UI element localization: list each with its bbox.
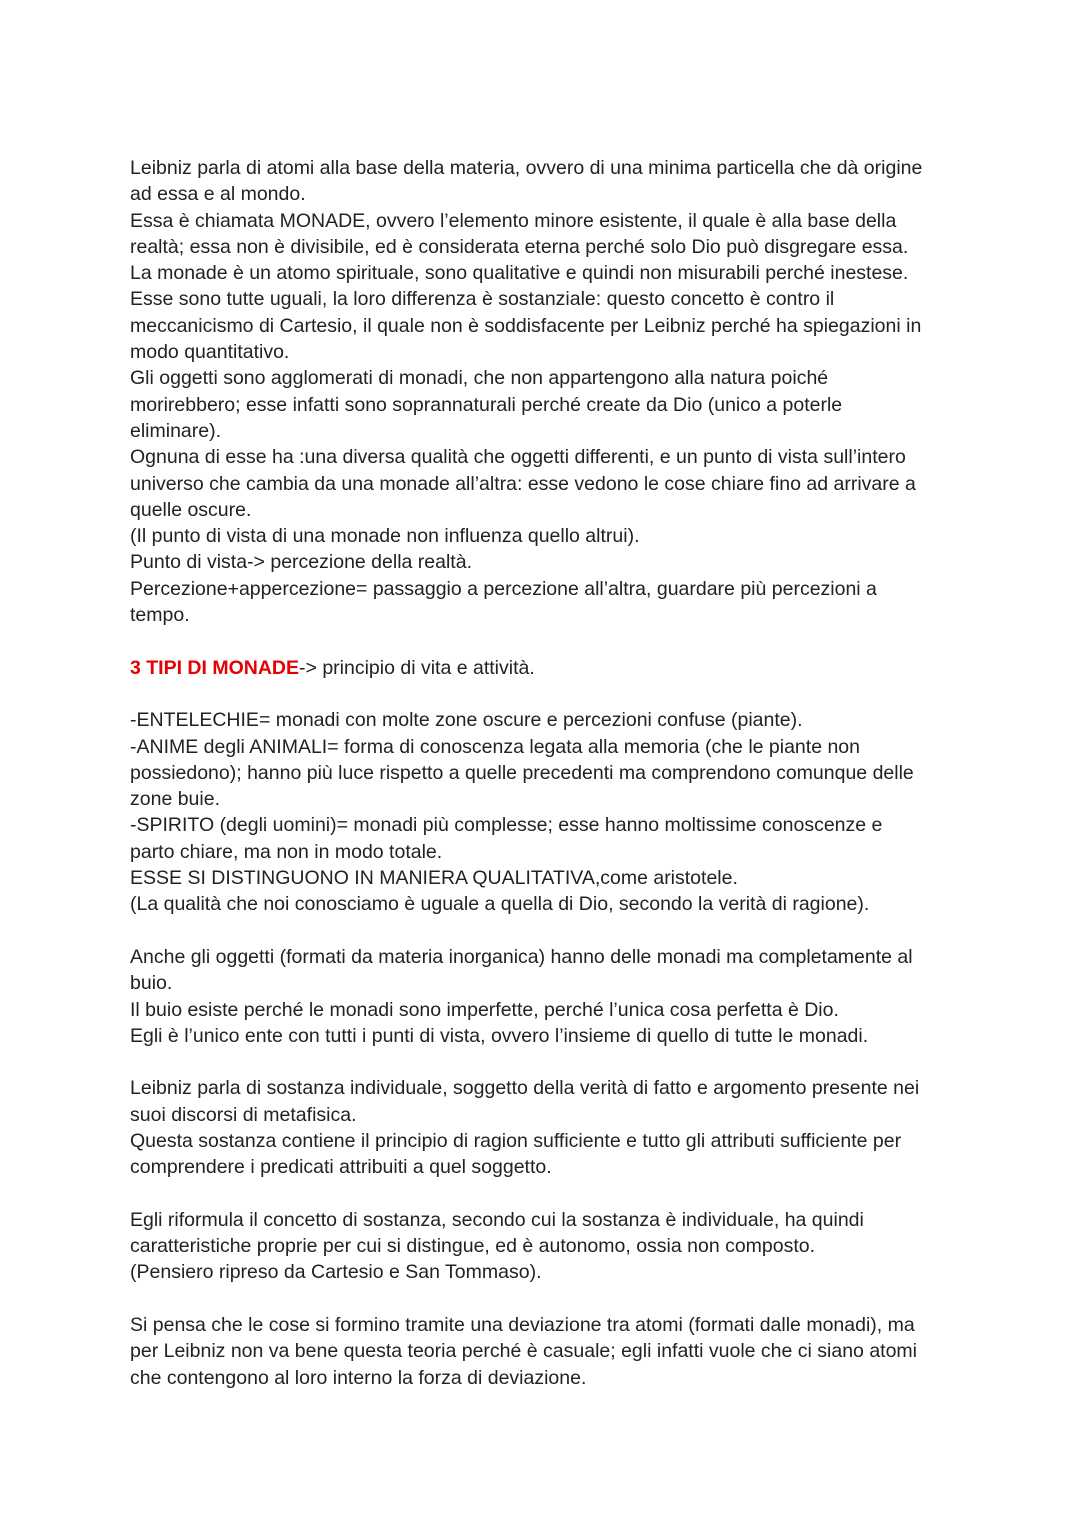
text-line: buio. [130, 972, 173, 995]
text-line: -SPIRITO (degli uomini)= monadi più complesse; esse hanno moltissime conoscenze e [130, 814, 883, 837]
paragraph-spacer [130, 1286, 950, 1312]
text-line: Leibniz parla di atomi alla base della materia, ovvero di una minima particella che dà origine [130, 157, 923, 179]
text-line: Questa sostanza contiene il principio di ragion sufficiente e tutto gli attributi sufficiente per [130, 1129, 902, 1152]
text-line: (La qualità che noi conosciamo è uguale a quella di Dio, secondo la verità di ragione). [130, 893, 870, 916]
paragraph-spacer [130, 1181, 950, 1207]
paragraph-spacer [130, 628, 950, 654]
text-line: Gli oggetti sono agglomerati di monadi, che non appartengono alla natura poiché [130, 367, 829, 390]
text-line: per Leibniz non va bene questa teoria perché è casuale; egli infatti vuole che ci siano atomi [130, 1340, 917, 1363]
text-line: Si pensa che le cose si formino tramite una deviazione tra atomi (formati dalle monadi), ma [130, 1314, 915, 1337]
text-line: Esse sono tutte uguali, la loro differenza è sostanziale: questo concetto è contro il [130, 288, 835, 311]
intro-paragraph [130, 155, 950, 628]
deviation-paragraph [130, 1312, 950, 1391]
objects-paragraph [130, 944, 950, 1049]
paragraph-spacer [130, 681, 950, 707]
document-body [130, 155, 950, 1391]
text-line: -ANIME degli ANIMALI= forma di conoscenza legata alla memoria (che le piante non [130, 735, 860, 758]
text-line: Anche gli oggetti (formati da materia inorganica) hanno delle monadi ma completamente al [130, 945, 913, 968]
text-line: che contengono al loro interno la forza di deviazione. [130, 1366, 587, 1389]
text-line: suoi discorsi di metafisica. [130, 1103, 357, 1126]
text-line: Egli riformula il concetto di sostanza, secondo cui la sostanza è individuale, ha quindi [130, 1208, 864, 1231]
text-line: caratteristiche proprie per cui si distingue, ed è autonomo, ossia non composto. [130, 1235, 816, 1258]
section-heading [130, 655, 950, 681]
reformulation-paragraph [130, 1207, 950, 1286]
types-paragraph [130, 707, 950, 917]
paragraph-spacer [130, 1049, 950, 1075]
text-line: ad essa e al mondo. [130, 183, 306, 206]
text-line: La monade è un atomo spirituale, sono qualitative e quindi non misurabili perché inestese. [130, 262, 909, 285]
text-line: quelle oscure. [130, 498, 252, 521]
heading-highlight: 3 TIPI DI MONADE [130, 656, 300, 679]
text-line: modo quantitativo. [130, 341, 290, 364]
heading-rest: -> principio di vita e attività. [299, 656, 535, 679]
substance-paragraph [130, 1075, 950, 1180]
text-line: Ognuna di esse ha :una diversa qualità che oggetti differenti, e un punto di vista sull’intero [130, 446, 906, 469]
text-line: tempo. [130, 604, 190, 627]
text-line: possiedono); hanno più luce rispetto a quelle precedenti ma comprendono comunque delle [130, 761, 914, 784]
text-line: eliminare). [130, 419, 222, 442]
text-line: Egli è l’unico ente con tutti i punti di vista, ovvero l’insieme di quello di tutte le monadi. [130, 1024, 869, 1047]
text-line: comprendere i predicati attribuiti a quel soggetto. [130, 1156, 552, 1179]
text-line: Il buio esiste perché le monadi sono imperfette, perché l’unica cosa perfetta è Dio. [130, 998, 839, 1021]
text-line: Punto di vista-> percezione della realtà. [130, 551, 472, 574]
text-line: parto chiare, ma non in modo totale. [130, 840, 443, 863]
text-line: (Pensiero ripreso da Cartesio e San Tommaso). [130, 1261, 542, 1284]
text-line: Essa è chiamata MONADE, ovvero l’elemento minore esistente, il quale è alla base della [130, 209, 897, 232]
text-line: morirebbero; esse infatti sono soprannaturali perché create da Dio (unico a poterle [130, 393, 843, 416]
text-line: realtà; essa non è divisibile, ed è considerata eterna perché solo Dio può disgregare essa. [130, 235, 909, 258]
text-line: ESSE SI DISTINGUONO IN MANIERA QUALITATIVA,come aristotele. [130, 867, 738, 890]
text-line: -ENTELECHIE= monadi con molte zone oscure e percezioni confuse (piante). [130, 709, 803, 732]
heading-line [130, 655, 950, 681]
text-line: Leibniz parla di sostanza individuale, soggetto della verità di fatto e argomento presente nei [130, 1077, 920, 1100]
paragraph-spacer [130, 918, 950, 944]
text-line: universo che cambia da una monade all’altra: esse vedono le cose chiare fino ad arrivare a [130, 472, 916, 495]
text-line: meccanicismo di Cartesio, il quale non è soddisfacente per Leibniz perché ha spiegazioni in [130, 314, 922, 337]
text-line: Percezione+appercezione= passaggio a percezione all’altra, guardare più percezioni a [130, 577, 877, 600]
text-line: zone buie. [130, 788, 220, 811]
text-line: (Il punto di vista di una monade non influenza quello altrui). [130, 525, 640, 548]
